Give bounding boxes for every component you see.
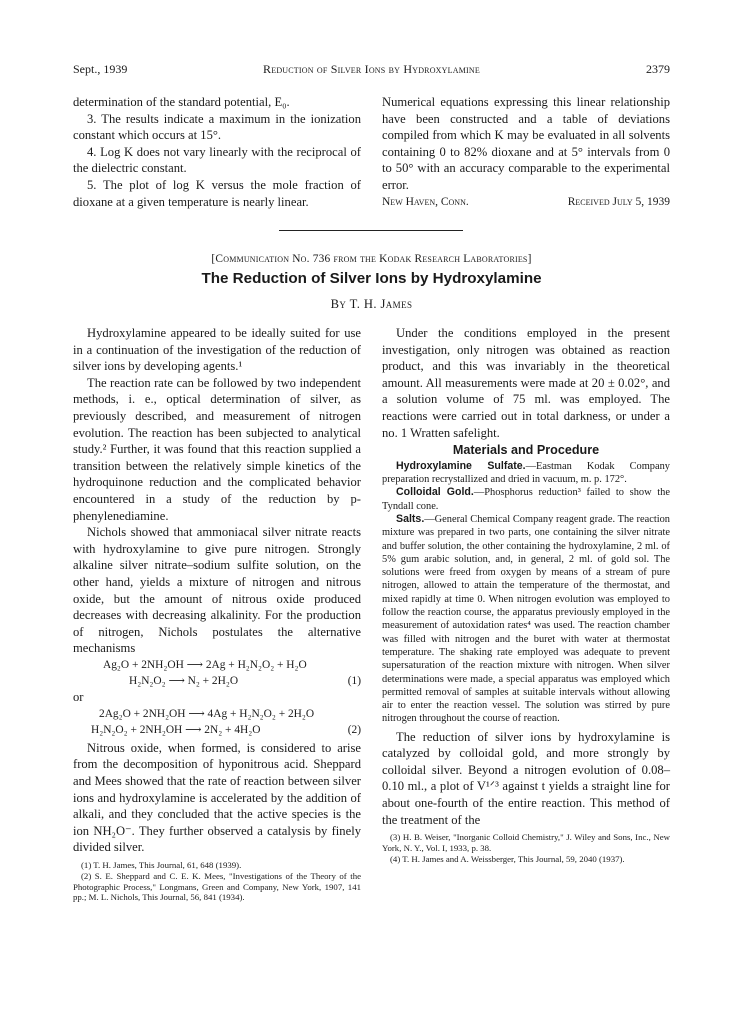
equation-1b: H₂N₂O₂ ⟶ N₂ + 2H₂O (1) <box>73 673 361 689</box>
footnote-4: (4) T. H. James and A. Weissberger, This Journal, 59, 2040 (1937). <box>390 853 625 864</box>
material-hydroxylamine: Hydroxylamine Sulfate.—Eastman Kodak Company preparation recrystallized and dried in vacuum, m. p. 172°. <box>382 459 670 486</box>
section-heading: Materials and Procedure <box>452 443 600 458</box>
right-column <box>382 325 670 865</box>
running-head <box>73 62 670 78</box>
paragraph-nichols: Nichols showed that ammoniacal silver nitrate reacts with hydroxylamine to give pure nitrogen. Strongly alkaline silver nitrate–sodium sulfite solution, on the other hand, yields a mixture of nitrogen and nitrous oxide, but the amount of nitrous oxide produced decreases with decreasing alkalinity. For the production of nitrogen, Nichols postulates the alternative mechanisms <box>73 525 361 656</box>
equation-1a: Ag₂O + 2NH₂OH ⟶ 2Ag + H₂N₂O₂ + H₂O <box>103 658 307 671</box>
previous-article-end <box>382 94 670 210</box>
left-column <box>73 325 361 903</box>
article-title: The Reduction of Silver Ions by Hydroxylamine <box>201 270 542 287</box>
equation-number-2: (2) <box>347 723 361 736</box>
issue-date: Sept., 1939 <box>73 62 128 76</box>
footnote-1: (1) T. H. James, This Journal, 61, 648 (1939). <box>81 860 242 871</box>
footnotes-right <box>382 832 670 864</box>
section-divider <box>279 230 463 231</box>
footnote-3: (3) H. B. Weiser, "Inorganic Colloid Chemistry," J. Wiley and Sons, Inc., New York, N. Y., Vol. I, 1933, p. 38. <box>382 832 670 854</box>
paragraph-nitrous-oxide: Nitrous oxide, when formed, is considered to arise from the decomposition of hyponitrous acid. Sheppard and Mees showed that the rate of reaction between silver ions and hydroxylamine is accelerated by the addition of alkali, and they concluded that the active species is the ion NH₂O⁻. They further observed a catalysis by finely divided silver. <box>73 740 361 855</box>
paragraph-intro: Hydroxylamine appeared to be ideally suited for use in a continuation of the investigation of the reduction of silver ions by developing agents.¹ <box>73 326 361 374</box>
conclusion-3: 3. The results indicate a maximum in the ionization constant which occurs at 15°. <box>73 111 361 143</box>
location: New Haven, Conn. <box>382 195 469 208</box>
communication-note: [Communication No. 736 from the Kodak Research Laboratories] <box>211 253 532 265</box>
previous-article-conclusions <box>73 94 361 210</box>
article-author: By T. H. James <box>330 297 413 311</box>
conclusion-line: determination of the standard potential, E₀. <box>73 95 290 109</box>
equation-2b: H₂N₂O₂ + 2NH₂OH ⟶ 2N₂ + 4H₂O (2) <box>73 722 361 738</box>
or-connector: or <box>73 689 84 704</box>
materials-list <box>382 460 670 726</box>
paragraph-conditions: Under the conditions employed in the present investigation, only nitrogen was obtained as reaction product, and this was invariably in the theoretical amount. All measurements were made at 20 ± 0.02°, and a solution volume of 75 ml. was employed. The reactions were carried out in total darkness, or under a no. 1 Wratten safelight. <box>382 326 670 440</box>
equation-2a: 2Ag₂O + 2NH₂OH ⟶ 4Ag + H₂N₂O₂ + 2H₂O <box>99 707 315 720</box>
material-gold: Colloidal Gold.—Phosphorus reduction³ failed to show the Tyndall cone. <box>382 486 670 512</box>
page-number: 2379 <box>646 62 670 76</box>
received-date: Received July 5, 1939 <box>567 195 670 208</box>
paragraph-catalysis: The reduction of silver ions by hydroxylamine is catalyzed by colloidal gold, and more strongly by colloidal silver. Beyond a nitrogen evolution of 0.08–0.10 ml., a plot of V¹ᐟ³ against t yields a straight line for about one-fourth of the entire reaction. This method of the treatment of the <box>382 729 670 827</box>
material-salts: Salts.—General Chemical Company reagent grade. The reaction mixture was prepared in two parts, one containing the silver nitrate and buffer solution, the other containing the hydroxylamine, 2 ml. of 5% gum arabic solution, and, in general, 2 ml. of gold sol. The solutions were freed from oxygen by means of a stream of pure nitrogen, allowed to attain the temperature of the thermostat, and mixed rapidly at time 0. When nitrogen evolution was employed to follow the reaction course, the apparatus previously employed in the measurement of autoxidation rates⁴ was used. The reaction chamber was filled with nitrogen and the buret with water at thermostat temperature. The shaking rate employed was adequate to prevent supersaturation of the reaction mixture with nitrogen. When silver determinations were made, a special apparatus was employed which permitted removal of samples at suitable intervals without allowing air to enter the reaction vessel. The solution was stirred by pure nitrogen throughout the course of reaction. <box>382 512 670 725</box>
running-title: Reduction of Silver Ions by Hydroxylamine <box>263 62 480 76</box>
footnotes-left <box>73 860 361 903</box>
footnote-2: (2) S. E. Sheppard and C. E. K. Mees, "Investigations of the Theory of the Photographic Process," Longmans, Green and Company, New York, 1907, 141 pp.; M. L. Nichols, This Journal, 56, 841 (1934). <box>73 870 361 903</box>
conclusion-5: 5. The plot of log K versus the mole fraction of dioxane at a given temperature is nearly linear. <box>73 177 361 209</box>
equation-number-1: (1) <box>347 674 361 687</box>
paragraph-methods: The reaction rate can be followed by two independent methods, i. e., optical determination of silver, as previously described, and measurement of nitrogen evolution. The reaction has been subjected to analytical study.² Further, it was found that this reaction supplied a transition between the relatively simple kinetics of the hydroquinone reduction and the complicated behavior encountered in a study of the reduction by p-phenylenediamine. <box>73 375 361 523</box>
signature-line <box>382 194 670 211</box>
previous-article-paragraph: Numerical equations expressing this linear relationship have been constructed and a table of deviations compiled from which K may be evaluated in all solvents containing 0 to 82% dioxane and at 5° intervals from 0 to 50° with an accuracy comparable to the experimental error. <box>382 95 670 192</box>
conclusion-4: 4. Log K does not vary linearly with the reciprocal of the dielectric constant. <box>73 144 361 176</box>
